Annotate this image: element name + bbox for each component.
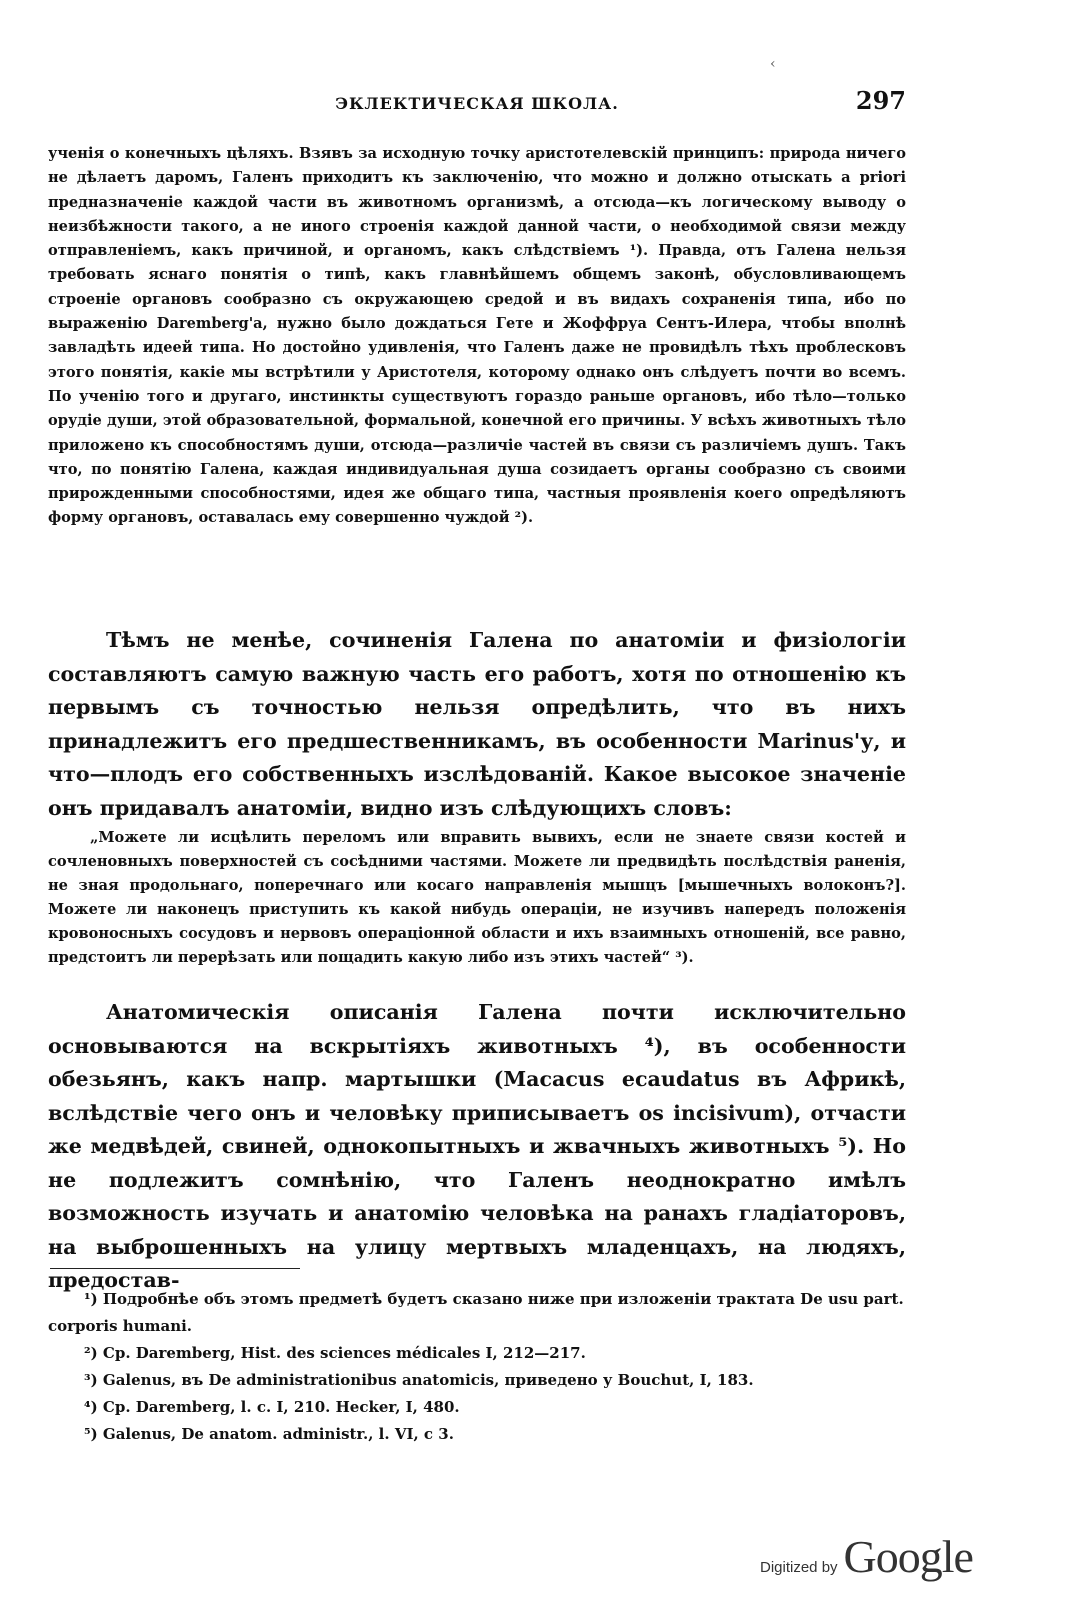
- body-paragraph-3: Анатомическія описанія Галена почти исключительно основываются на вскрытіяхъ животныхъ ⁴), въ особенности обезьянъ, какъ напр. мартышки (Macacus ecaudatus въ Африкѣ, вслѣдствіе чего онъ и человѣку приписываетъ os incisivum), отчасти же медвѣдей, свиней, однокопытныхъ и жвачныхъ животныхъ ⁵). Но не подлежитъ сомнѣнію, что Галенъ неоднократно имѣлъ возможность изучать и анатомію человѣка на ранахъ гладіаторовъ, на выброшенныхъ на улицу мертвыхъ младенцахъ, на людяхъ, предостав-: [48, 1000, 906, 1292]
- page-number: 297: [855, 86, 906, 115]
- footnote-4: ⁴) Cp. Daremberg, l. c. I, 210. Hecker, I, 480.: [84, 1398, 460, 1416]
- block-quote: „Можете ли исцѣлить переломъ или вправить вывихъ, если не знаете связи костей и сочленовныхъ поверхностей съ сосѣдними частями. Можете ли предвидѣть послѣдствія раненія, не зная продольнаго, поперечнаго или косаго направленія мышцъ [мышечныхъ волоконъ?]. Можете ли наконецъ приступить къ какой нибудь операціи, не изучивъ напередъ положенія кровоносныхъ сосудовъ и нервовъ операціонной области и ихъ взаимныхъ отношеній, все равно, предстоитъ ли перерѣзать или пощадить какую либо изъ этихъ частей“ ³).: [48, 829, 906, 966]
- footnote-3: ³) Galenus, въ De administrationibus anatomicis, приведено у Bouchut, I, 183.: [84, 1371, 754, 1389]
- digitized-watermark: [760, 1530, 973, 1580]
- body-paragraph-2: Тѣмъ не менѣе, сочиненія Галена по анатоміи и физіологіи составляютъ самую важную часть его работъ, хотя по отношенію къ первымъ съ точностью нельзя опредѣлить, что въ нихъ принадлежитъ его предшественникамъ, въ особенности Marinus'у, и что—плодъ его собственныхъ изслѣдованій. Какое высокое значеніе онъ придавалъ анатоміи, видно изъ слѣдующихъ словъ:: [48, 628, 906, 820]
- footnote-separator: [50, 1268, 300, 1269]
- stray-mark: ‹: [770, 56, 776, 72]
- footnotes: [48, 1286, 906, 1448]
- footnote-5: ⁵) Galenus, De anatom. administr., l. VI, c 3.: [84, 1425, 454, 1443]
- footnote-1: ¹) Подробнѣе объ этомъ предметѣ будетъ сказано ниже при изложеніи трактата De usu part. corporis humani.: [48, 1290, 904, 1335]
- page-header: [48, 84, 906, 124]
- footnote-2: ²) Cp. Daremberg, Hist. des sciences médicales I, 212—217.: [84, 1344, 586, 1362]
- watermark-prefix: Digitized by: [760, 1559, 838, 1576]
- running-head: ЭКЛЕКТИЧЕСКАЯ ШКОЛА.: [335, 94, 619, 113]
- google-logo: Google: [843, 1531, 973, 1582]
- body-paragraph-1: ученія о конечныхъ цѣляхъ. Взявъ за исходную точку аристотелевскій принципъ: природа ничего не дѣлаетъ даромъ, Галенъ приходитъ къ заключенію, что можно и должно отыскать a priori предназначеніе каждой части въ животномъ организмѣ, а отсюда—къ логическому выводу о неизбѣжности такого, а не иного строенія каждой данной части, о необходимой связи между отправленіемъ, какъ причиной, и органомъ, какъ слѣдствіемъ ¹). Правда, отъ Галена нельзя требовать яснаго понятія о типѣ, какъ главнѣйшемъ общемъ законѣ, обусловливающемъ строеніе органовъ сообразно съ окружающею средой и въ видахъ сохраненія типа, ибо по выраженію Daremberg'а, нужно было дождаться Гете и Жоффруа Сентъ-Илера, чтобы вполнѣ завладѣть идеей типа. Но достойно удивленія, что Галенъ даже не провидѣлъ тѣхъ проблесковъ этого понятія, какіе мы встрѣтили у Аристотеля, которому однако онъ слѣдуетъ почти во всемъ. По ученію того и другаго, инстинкты существуютъ гораздо раньше органовъ, ибо тѣло—только орудіе души, этой образовательной, формальной, конечной его причины. У всѣхъ животныхъ тѣло приложено къ способностямъ души, отсюда—различіе частей въ связи съ различіемъ душъ. Такъ что, по понятію Галена, каждая индивидуальная душа созидаетъ органы сообразно съ своими прирожденными способностями, идея же общаго типа, частныя проявленія коего опредѣляютъ форму органовъ, оставалась ему совершенно чуждой ²).: [48, 145, 906, 527]
